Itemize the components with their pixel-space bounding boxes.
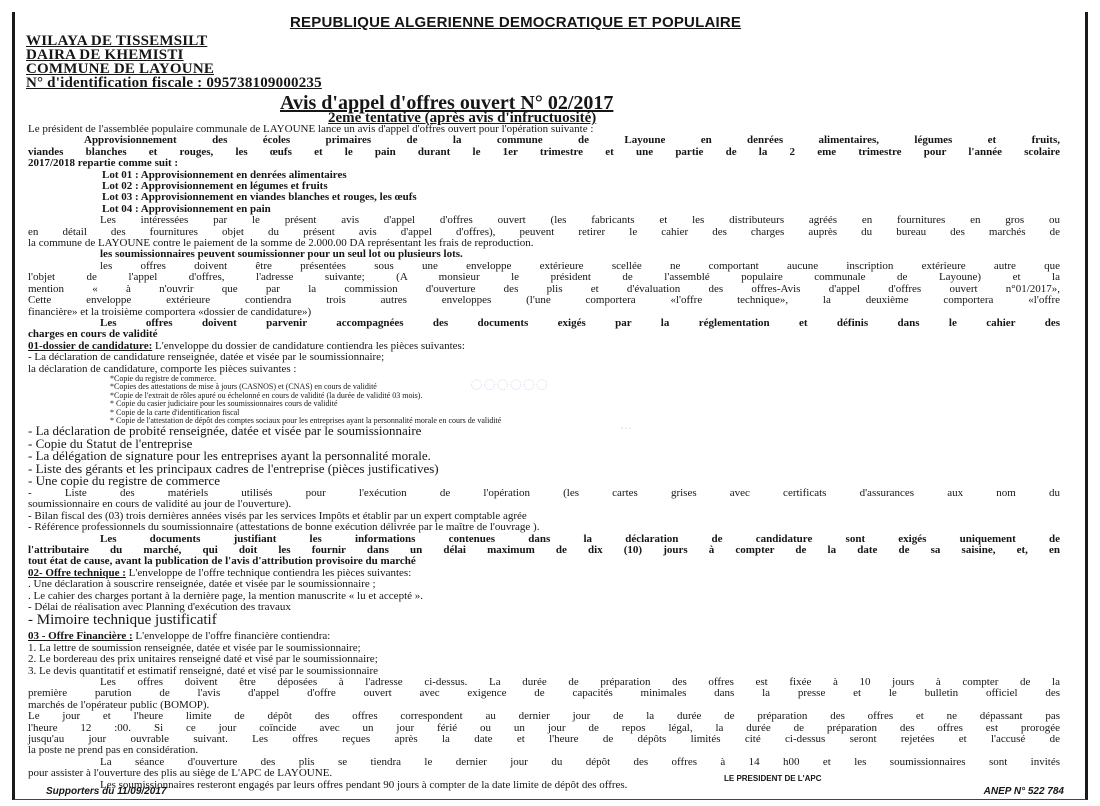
section1-item: la déclaration de candidature, comporte les pièces suivantes : xyxy=(28,362,297,375)
list-item: - Bilan fiscal des (03) trois dernières années visés par les services Impôts et établir par un expert comptable agrée xyxy=(28,509,527,522)
depot-line: Les offres doivent être déposées à l'adresse ci-dessus. La durée de préparation des offres est fixée à 10 jours à compter de la xyxy=(100,675,1060,688)
justif-line: Les documents justifiant les informations contenues dans la déclaration de candidature sont exigés uniquement de xyxy=(100,532,1060,545)
enveloppe-line: financière» et la troisième comportera «dossier de candidature») xyxy=(28,305,312,318)
memoire-line: - Mimoire technique justificatif xyxy=(28,612,217,629)
interest-line: la commune de LAYOUNE contre le paiement de la somme de 2.000.00 DA représentant les frais de reproduction. xyxy=(28,237,534,250)
list-item: - Une copie du registre de commerce xyxy=(28,473,221,489)
jour-line: jusqu'au jour ouvrable suivant. Les offres reçues après la date et l'heure de dépôts limités cité ci-dessus seront rejetées et l'accusé de xyxy=(28,733,1060,745)
enveloppe-line: l'objet de l'appel d'offres, l'adresse suivante; (A monsieur le président de l'assemblé populaire communale de Layoune) et la xyxy=(28,271,1060,284)
depot-line: marchés de l'opérateur public (BOMOP). xyxy=(28,698,210,711)
section3-item: 3. Le devis quantitatif et estimatif renseigné, daté et visé par le soumissionnaire xyxy=(28,664,379,677)
notice-title: Avis d'appel d'offres ouvert N° 02/2017 xyxy=(280,92,614,114)
depot-line: première parution de l'avis d'appel d'offre ouvert avec exigence de capacités minimales dans la presse et le bulletin officiel des xyxy=(28,687,1060,700)
signature-line: LE PRESIDENT DE L'APC xyxy=(724,774,822,783)
republic-header: REPUBLIQUE ALGERIENNE DEMOCRATIQUE ET POPULAIRE xyxy=(290,14,742,31)
docs-line: Les offres doivent parvenir accompagnées des documents exigés par la réglementation et définis dans le cahier des xyxy=(100,316,1060,329)
section2-text: L'enveloppe de l'offre technique contiendra les pièces suivantes: xyxy=(125,566,412,579)
watermark-text: ... xyxy=(620,416,632,432)
section3-item: 1. La lettre de soumission renseignée, datée et visée par le soumissionnaire; xyxy=(28,641,361,654)
list-item: - Copie du Statut de l'entreprise xyxy=(28,435,193,451)
section2-item: . Le cahier des charges portant à la dernière page, la mention manuscrite « lu et accepté ». xyxy=(28,589,424,602)
section1-item: - La déclaration de candidature renseignée, datée et visée par le soumissionnaire; xyxy=(28,351,385,364)
small-item: * Copie de la carte d'identification fiscal xyxy=(110,407,240,417)
section1-heading: 01-dossier de candidature: xyxy=(28,339,153,352)
enveloppe-line: les offres doivent être présentées sous une enveloppe extérieure scellée ne comportant aucune inscription extérieure autre que xyxy=(100,259,1060,272)
lot-item: Lot 01 : Approvisionnement en denrées alimentaires xyxy=(102,168,347,181)
small-item: *Copie de l'extrait de rôles apuré ou échelonné en cours de validité (la durée de validité 03 mois). xyxy=(110,390,423,400)
section3-heading: 03 - Offre Financière : xyxy=(28,630,133,643)
section2-heading: 02- Offre technique : xyxy=(28,566,126,579)
section1-text: L'enveloppe du dossier de candidature contiendra les pièces suivantes: xyxy=(152,339,465,352)
section2-item: - Délai de réalisation avec Planning d'exécution des travaux xyxy=(28,600,291,613)
list-item: - Liste des matériels utilisés pour l'exécution de l'opération (les cartes grises avec certificats d'assurances aux nom du xyxy=(28,486,1060,499)
wilaya-line: WILAYA DE TISSEMSILT xyxy=(26,33,208,49)
fiscal-id-line: N° d'identification fiscale : 09573810900023​5 xyxy=(26,75,322,91)
jour-line: la poste ne prend pas en considération. xyxy=(28,744,199,757)
intro-line: 2017/2018 repartie comme suit : xyxy=(28,157,179,170)
intro-line: Le président de l'assemblée populaire communale de LAYOUNE lance un avis d'appel d'offres ouvert pour l'opération suivante : xyxy=(28,123,594,135)
footer-right: ANEP N° 522 784 xyxy=(983,786,1064,797)
engage-line: Les soumissionnaires resteront engagés par leurs offres pendant 90 jours à compter de la date limite de dépôt des offres. xyxy=(100,778,628,791)
small-item: *Copies des attestations de mise à jours (CASNOS) et (CNAS) en cours de validité xyxy=(110,382,377,392)
list-item: - Référence professionnels du soumissionnaire (attestations de bonne exécution délivrée par le maître de l'ouvrage ). xyxy=(28,521,540,534)
section3-item: 2. Le bordereau des prix unitaires renseigné daté et visé par le soumissionnaire; xyxy=(28,653,378,666)
list-item: - La délégation de signature pour les entreprises ayant la personnalité morale. xyxy=(28,448,431,464)
lot-item: Lot 04 : Approvisionnement en pain xyxy=(102,202,271,215)
section2-item: . Une déclaration à souscrire renseignée, datée et visée par le soumissionnaire ; xyxy=(28,578,376,591)
footer-left: Supporters du 11/09/2017 xyxy=(46,786,167,797)
lot-item: Lot 03 : Approvisionnement en viandes blanches et rouges, les œufs xyxy=(102,191,417,204)
section3-text: L'enveloppe de l'offre financière contiendra: xyxy=(132,630,331,643)
notice-subtitle: 2eme tentative (après avis d'infructuosité) xyxy=(328,110,597,126)
seance-line: La séance d'ouverture des plis se tiendra le dernier jour du dépôt des offres à 14 h00 et les soumissionnaires sont invités xyxy=(100,755,1060,768)
daira-line: DAIRA DE KHEMISTI xyxy=(26,47,184,63)
commune-line: COMMUNE DE LAYOUNE xyxy=(26,61,215,77)
enveloppe-line: Cette enveloppe extérieure contiendra trois autres enveloppes (l'une comportera «l'offre technique», la deuxième comportera «l'offre xyxy=(28,294,1060,307)
small-item: * Copie de l'attestation de dépôt des comptes sociaux pour les entreprises ayant la personnalité morale en cours de validité xyxy=(110,415,502,425)
notice-body xyxy=(28,124,1060,791)
intro-line: Approvisionnement des écoles primaires de la commune de Layoune en denrées alimentaires, légumes et fruits, xyxy=(84,134,1060,147)
justif-line: l'attributaire du marché, qui doit les fournir dans un délai maximum de dix (10) jours à compter de la date de sa saisine, et, en xyxy=(28,543,1060,556)
intro-line: viandes blanches et rouges, les œufs et le pain durant le 1er trimestre et une partie de la 2 eme trimestre pour l'année scolaire xyxy=(28,145,1060,158)
enveloppe-line: mention « à n'ouvrir que par la commission d'ouverture des plis et d'évaluation des offres-Avis d'appel d'offres ouvert n°01/2017», xyxy=(28,282,1060,295)
interest-line: en détail des fournitures objet du présent avis d'appel d'offres), peuvent retirer le cahier des charges auprès du bureau des marchés de xyxy=(28,225,1060,238)
jour-line: Le jour et l'heure limite de dépôt des offres correspondent au dernier jour de la durée de préparation des offres et ne dépassant pas xyxy=(28,710,1060,723)
docs-line: charges en cours de validité xyxy=(28,328,158,341)
justif-line: tout état de cause, avant la publication de l'avis d'attribution provisoire du marché xyxy=(28,555,416,568)
small-item: * Copie du casier judiciaire pour les soumissionnaires cours de validité xyxy=(110,399,338,409)
interest-line: Les intéressées par le présent avis d'appel d'offres ouvert (les fabricants et les distributeurs agréés en fournitures en gros ou xyxy=(100,214,1060,227)
jour-line: l'heure 12 :00. Si ce jour coïncide avec un jour férié ou un jour de repos légal, la durée de préparation des offres est prorogée xyxy=(28,721,1060,734)
soumission-line: les soumissionnaires peuvent soumissionner pour un seul lot ou plusieurs lots. xyxy=(100,248,463,261)
lot-item: Lot 02 : Approvisionnement en légumes et fruits xyxy=(102,180,328,193)
list-item: soumissionnaire en cours de validité au jour de l'ouverture). xyxy=(28,498,292,511)
list-item: - La déclaration de probité renseignée, datée et visée par le soumissionnaire xyxy=(28,423,422,439)
watermark-logo: ◌◌◌◌◌◌ xyxy=(470,371,549,396)
list-item: - Liste des gérants et les principaux cadres de l'entreprise (pièces justificatives) xyxy=(28,460,439,476)
small-item: *Copie du registre de commerce. xyxy=(110,373,216,383)
seance-line: pour assister à l'ouverture des plis au siège de L'APC de LAYOUNE. xyxy=(28,767,333,780)
